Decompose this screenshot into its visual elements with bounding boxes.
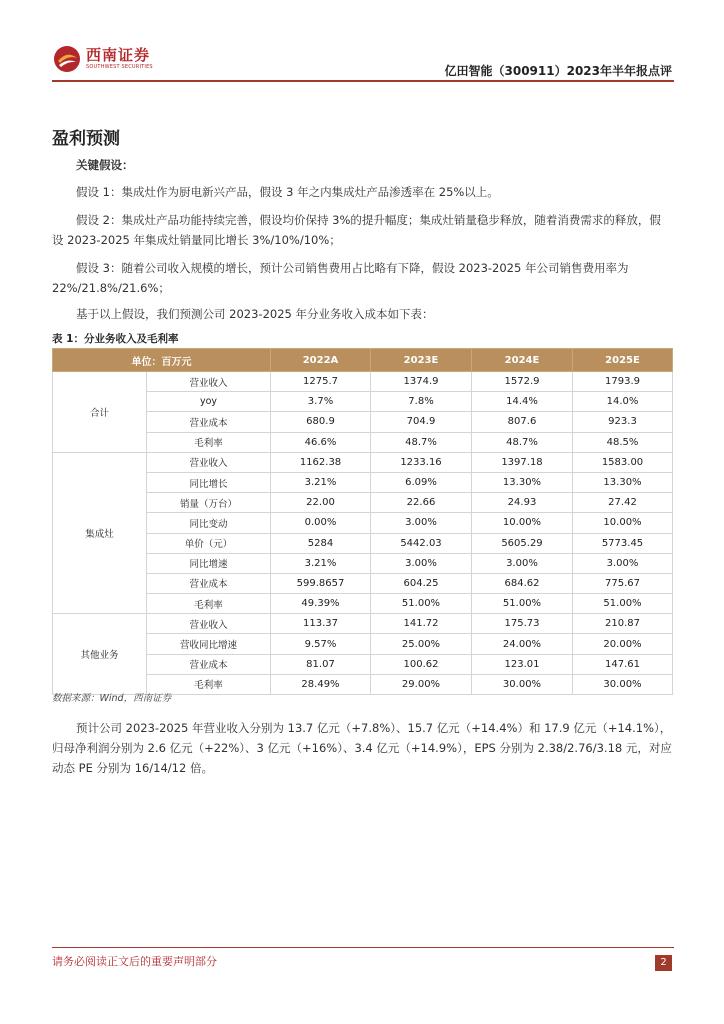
table-cell: 13.30% [573,472,673,492]
table-cell: 3.21% [271,553,371,573]
table-cell: 5773.45 [573,533,673,553]
table-cell: 27.42 [573,493,673,513]
header-divider [52,80,674,82]
table-cell: 3.00% [371,553,472,573]
table-cell: 49.39% [271,594,371,614]
row-label: 毛利率 [147,594,271,614]
table-cell: 29.00% [371,674,472,694]
table-cell: 147.61 [573,654,673,674]
table-caption: 表 1：分业务收入及毛利率 [52,333,179,345]
table-cell: 7.8% [371,392,472,412]
row-label: 毛利率 [147,674,271,694]
header-2024e: 2024E [472,349,573,372]
logo-mark-icon [52,44,82,74]
table-cell: 22.00 [271,493,371,513]
table-intro: 基于以上假设，我们预测公司 2023-2025 年分业务收入成本如下表： [76,307,434,321]
row-label: 营业收入 [147,372,271,392]
logo-name-en: SOUTHWEST SECURITIES [86,64,153,70]
table-cell: 46.6% [271,432,371,452]
table-cell: 81.07 [271,654,371,674]
logo-name-cn: 西南证券 [86,46,151,64]
table-cell: 10.00% [472,513,573,533]
page-number: 2 [655,955,672,971]
table-cell: 1397.18 [472,452,573,472]
table-cell: 48.5% [573,432,673,452]
assumptions-heading: 关键假设： [76,158,134,172]
report-title: 亿田智能（300911）2023年半年报点评 [444,64,672,78]
table-cell: 14.0% [573,392,673,412]
table-cell: 14.4% [472,392,573,412]
table-cell: 3.21% [271,472,371,492]
table-cell: 20.00% [573,634,673,654]
table-cell: 704.9 [371,412,472,432]
table-cell: 30.00% [472,674,573,694]
group-label: 集成灶 [53,452,147,614]
table-cell: 775.67 [573,573,673,593]
footer-divider [52,947,674,948]
row-label: 同比增长 [147,472,271,492]
header-unit: 单位：百万元 [53,349,271,372]
table-cell: 807.6 [472,412,573,432]
table-cell: 684.62 [472,573,573,593]
row-label: 营业收入 [147,452,271,472]
table-cell: 3.7% [271,392,371,412]
assumption-1: 假设 1：集成灶作为厨电新兴产品，假设 3 年之内集成灶产品渗透率在 25%以上。 [76,185,499,199]
header-2022a: 2022A [271,349,371,372]
table-cell: 51.00% [573,594,673,614]
table-cell: 51.00% [472,594,573,614]
header-2025e: 2025E [573,349,673,372]
table-cell: 25.00% [371,634,472,654]
table-cell: 100.62 [371,654,472,674]
table-cell: 1162.38 [271,452,371,472]
table-cell: 175.73 [472,614,573,634]
table-cell: 6.09% [371,472,472,492]
business-revenue-table [52,348,673,695]
table-cell: 51.00% [371,594,472,614]
table-header-row [53,349,673,372]
table-cell: 0.00% [271,513,371,533]
table-cell: 1583.00 [573,452,673,472]
company-logo [52,44,153,74]
row-label: 同比变动 [147,513,271,533]
table-cell: 210.87 [573,614,673,634]
section-title: 盈利预测 [52,129,120,149]
table-cell: 30.00% [573,674,673,694]
header-2023e: 2023E [371,349,472,372]
table-cell: 113.37 [271,614,371,634]
table-cell: 5284 [271,533,371,553]
table-cell: 1572.9 [472,372,573,392]
row-label: 营收同比增速 [147,634,271,654]
table-cell: 48.7% [371,432,472,452]
table-cell: 5442.03 [371,533,472,553]
table-row [53,614,673,634]
forecast-summary: 预计公司 2023-2025 年营业收入分别为 13.7 亿元（+7.8%）、15.7 亿元（+14.4%）和 17.9 亿元（+14.1%），归母净利润分别为 2.6 亿元（+22%）、3 亿元（+16%）、3.4 亿元（+14.9%），EPS 分别为 2.38/2.76/3.18 元，对应动态 PE 分别为 16/14/12 倍。 [52,721,672,775]
table-cell: 10.00% [573,513,673,533]
table-cell: 1374.9 [371,372,472,392]
group-label: 其他业务 [53,614,147,695]
table-cell: 3.00% [371,513,472,533]
table-cell: 680.9 [271,412,371,432]
row-label: 营业成本 [147,412,271,432]
table-cell: 24.00% [472,634,573,654]
assumption-3: 假设 3：随着公司收入规模的增长，预计公司销售费用占比略有下降，假设 2023-2025 年公司销售费用率为 22%/21.8%/21.6%； [52,261,629,295]
row-label: 同比增速 [147,553,271,573]
row-label: 销量（万台） [147,493,271,513]
table-cell: 599.8657 [271,573,371,593]
footer-disclaimer: 请务必阅读正文后的重要声明部分 [52,955,217,968]
row-label: 营业收入 [147,614,271,634]
row-label: 单价（元） [147,533,271,553]
table-cell: 1233.16 [371,452,472,472]
table-cell: 923.3 [573,412,673,432]
row-label: 营业成本 [147,654,271,674]
table-cell: 604.25 [371,573,472,593]
table-row [53,452,673,472]
row-label: 营业成本 [147,573,271,593]
table-cell: 1793.9 [573,372,673,392]
table-cell: 5605.29 [472,533,573,553]
data-source: 数据来源：Wind，西南证券 [52,693,172,704]
assumption-2: 假设 2：集成灶产品功能持续完善，假设均价保持 3%的提升幅度；集成灶销量稳步释放，随着消费需求的释放，假设 2023-2025 年集成灶销量同比增长 3%/10%/10%； [52,213,661,247]
table-cell: 24.93 [472,493,573,513]
table-cell: 13.30% [472,472,573,492]
table-cell: 141.72 [371,614,472,634]
table-cell: 1275.7 [271,372,371,392]
table-cell: 9.57% [271,634,371,654]
table-cell: 123.01 [472,654,573,674]
table-cell: 3.00% [573,553,673,573]
table-cell: 28.49% [271,674,371,694]
group-label: 合计 [53,372,147,453]
table-cell: 3.00% [472,553,573,573]
table-row [53,372,673,392]
row-label: 毛利率 [147,432,271,452]
table-cell: 48.7% [472,432,573,452]
row-label: yoy [147,392,271,412]
table-cell: 22.66 [371,493,472,513]
